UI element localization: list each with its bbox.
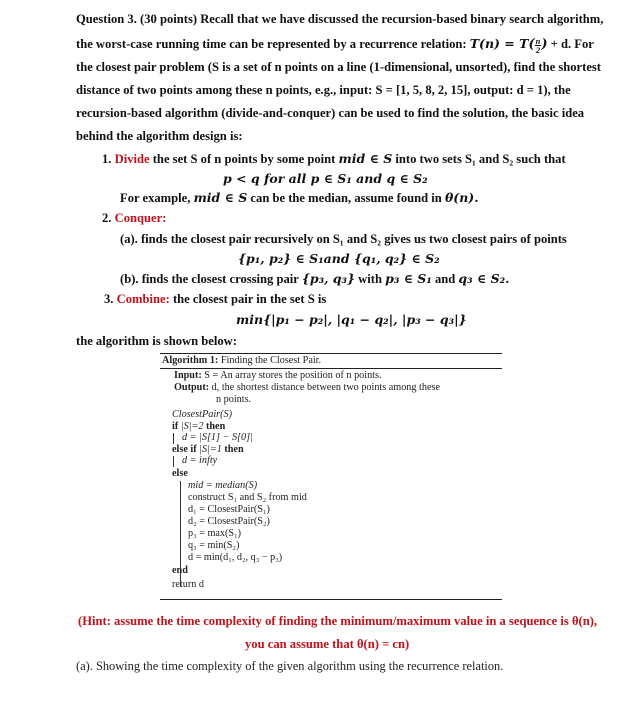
question-line-4: distance of two points among these n points, e.g., input: S = [1, 5, 8, 2, 15], output: d = 1), the — [76, 83, 571, 97]
step-1-number: 1. — [102, 152, 112, 166]
step-2b-text-b: with — [355, 272, 386, 286]
hint-line-2: you can assume that θ(n) = cn) — [245, 637, 410, 651]
algorithm-output — [174, 382, 440, 393]
algo-kw-then: then — [206, 421, 226, 432]
step-1-text-b: into two sets S₁ and S₂ such that — [392, 152, 566, 166]
step-2b-math-a: {p₃, q₃} — [301, 271, 356, 286]
step-1-in: ∈ S — [365, 151, 393, 166]
algo-line-d2: d₂ = ClosestPair(S₂) — [188, 516, 270, 527]
algorithm-input-text: S = An array stores the position of n points. — [201, 370, 382, 381]
question-line-1: Question 3. (30 points) Recall that we have discussed the recursion-based binary search algorithm, — [76, 12, 604, 26]
step-3-label: Combine: — [116, 292, 170, 306]
algorithm-bottom-rule — [160, 599, 502, 600]
algorithm-caption — [162, 355, 321, 366]
algo-line-d-diff: d = |S[1] − S[0]| — [182, 432, 253, 443]
step-2a-text: (a). finds the closest pair recursively on S₁ and S₂ gives us two closest pairs of points — [120, 232, 567, 246]
step-1-text-a: the set S of n points by some point — [149, 152, 339, 166]
algo-line-p3: p₃ = max(S₁) — [188, 528, 242, 539]
hint-line-1: (Hint: assume the time complexity of finding the minimum/maximum value in a sequence is θ(n), — [78, 614, 598, 628]
paren-open: ( — [528, 37, 535, 52]
step-2b — [120, 271, 509, 287]
algo-line-closestpair: ClosestPair(S) — [172, 409, 232, 420]
step-3-formula: min{|p₁ − p₂|, |q₁ − q₂|, |p₃ − q₃|} — [236, 312, 467, 327]
step-3-number: 3. — [104, 292, 114, 306]
step-3-text: the closest pair in the set S is — [169, 292, 327, 306]
algo-line-elseif — [172, 444, 244, 455]
algo-kw-if: if — [172, 421, 179, 432]
question-line-2-text: the worst-case running time can be represented by a recurrence relation: — [76, 37, 470, 51]
question-line-6: behind the algorithm design is: — [76, 129, 243, 143]
step-1 — [102, 151, 566, 167]
algo-kw-elseif: else if — [172, 444, 197, 455]
step-2b-math-c: q₃ ∈ S₂. — [458, 271, 510, 286]
algorithm-output-label: Output: — [174, 382, 210, 393]
algo-line-q3: q₃ = min(S₂) — [188, 540, 240, 551]
algorithm-output-text: d, the shortest distance between two points among these — [209, 382, 440, 393]
algo-line-else: else — [172, 468, 188, 479]
step-1-example-theta: θ(n). — [444, 190, 479, 205]
step-1-example — [120, 190, 479, 206]
question-line-2-tail: + d. For — [547, 37, 594, 51]
question-line-2 — [76, 36, 594, 54]
algo-line-if — [172, 421, 225, 432]
algo-kw-then-2: then — [224, 444, 244, 455]
algorithm-output-cont: n points. — [216, 394, 252, 405]
algorithm-box — [160, 353, 502, 599]
algo-line-dmin: d = min(d₁, d₂, q₃ − p₃) — [188, 552, 283, 563]
algorithm-caption-rule — [160, 368, 502, 369]
algorithm-top-rule — [160, 353, 502, 354]
step-3 — [104, 292, 326, 307]
algo-indent-bar-1 — [173, 433, 174, 444]
algorithm-input — [174, 370, 382, 381]
algo-elseif-cond: |S|=1 — [196, 444, 225, 455]
algo-line-return: return d — [172, 579, 204, 590]
step-1-mid: mid — [338, 151, 366, 166]
task-a: (a). Showing the time complexity of the given algorithm using the recurrence relation. — [76, 659, 504, 673]
step-2b-text-a: (b). finds the closest crossing pair — [120, 272, 302, 286]
algo-line-d1: d₁ = ClosestPair(S₁) — [188, 504, 270, 515]
step-2-number: 2. — [102, 211, 112, 225]
algo-line-end: end — [172, 565, 188, 576]
algo-if-cond: |S|=2 — [178, 421, 206, 432]
step-2b-text-c: and — [431, 272, 459, 286]
algorithm-caption-text: Finding the Closest Pair. — [218, 355, 322, 366]
algo-line-construct: construct S₁ and S₂ from mid — [188, 492, 307, 503]
step-1-example-a: For example, — [120, 191, 194, 205]
step-2a-formula: {p₁, p₂} ∈ S₁and {q₁, q₂} ∈ S₂ — [238, 251, 440, 266]
step-1-example-math: mid ∈ S — [193, 190, 248, 205]
step-1-formula: p < q for all p ∈ S₁ and q ∈ S₂ — [223, 171, 428, 186]
recurrence-math: T(n) = T — [469, 36, 529, 51]
question-line-5: recursion-based algorithm (divide-and-conquer) can be used to find the solution, the basic idea — [76, 106, 585, 120]
step-2 — [102, 211, 166, 226]
algorithm-input-label: Input: — [174, 370, 202, 381]
algorithm-intro: the algorithm is shown below: — [76, 334, 237, 348]
fraction-numerator: n — [535, 35, 541, 46]
algo-line-mid: mid = median(S) — [188, 480, 258, 491]
fraction-denominator: 2 — [535, 44, 541, 55]
step-2-label: Conquer: — [114, 211, 167, 225]
paren-close: ) — [541, 37, 548, 52]
step-1-label: Divide — [114, 152, 150, 166]
algo-indent-bar-2 — [173, 456, 174, 467]
question-line-3: the closest pair problem (S is a set of n points on a line (1-dimensional, unsorted), find the shortest — [76, 60, 602, 74]
algorithm-caption-label: Algorithm 1: — [162, 355, 219, 366]
step-2b-math-b: p₃ ∈ S₁ — [385, 271, 432, 286]
step-1-example-b: can be the median, assume found in — [247, 191, 445, 205]
algo-line-d-infty: d = infty — [182, 455, 218, 466]
